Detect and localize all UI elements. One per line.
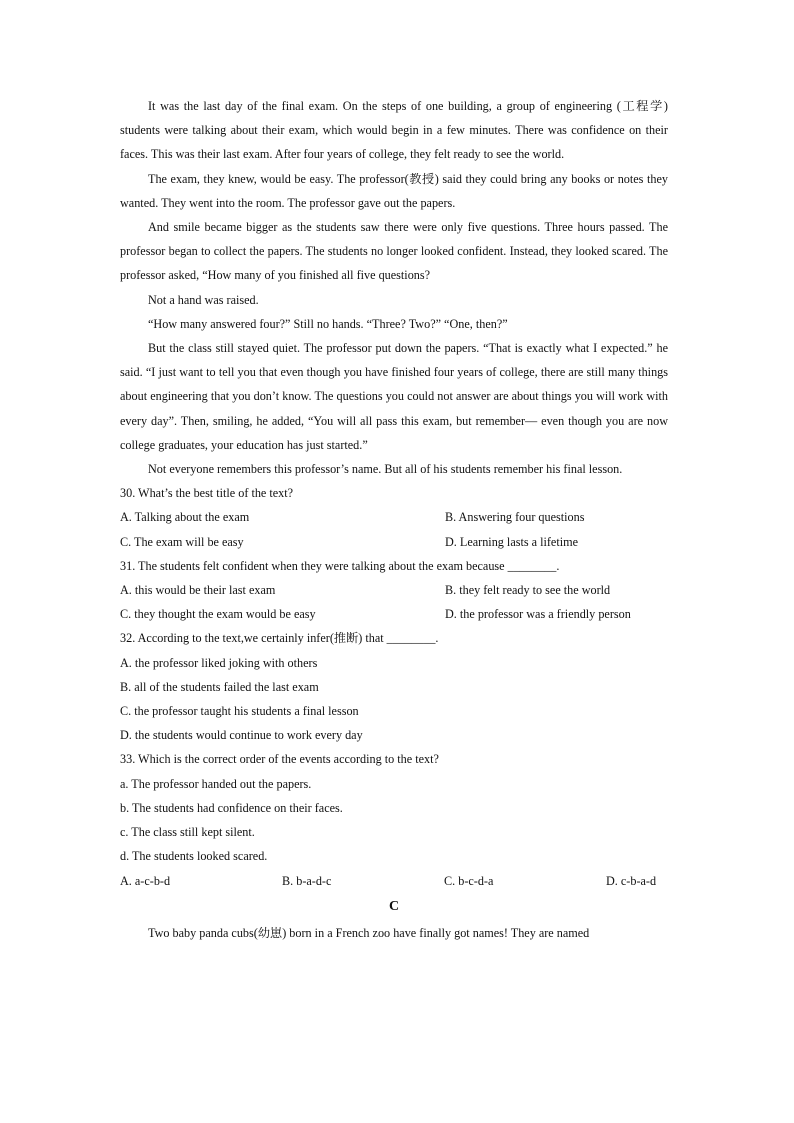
question-30-stem: 30. What’s the best title of the text? bbox=[120, 486, 294, 501]
question-33-option-d: D. c-b-a-d bbox=[606, 873, 657, 888]
question-32-option-a: A. the professor liked joking with others bbox=[120, 655, 318, 670]
question-30-option-b: B. Answering four questions bbox=[445, 510, 585, 525]
question-30-options-row-1 bbox=[120, 505, 668, 529]
question-32-option-c: C. the professor taught his students a final lesson bbox=[120, 704, 359, 719]
question-31-options-row-2 bbox=[120, 602, 668, 626]
passage-paragraph-2: The exam, they knew, would be easy. The professor(教授) said they could bring any books or notes they wanted. They went into the room. The professor gave out the papers. bbox=[120, 171, 668, 210]
question-33-event-c: c. The class still kept silent. bbox=[120, 825, 255, 840]
question-30-options-row-2 bbox=[120, 530, 668, 554]
question-30-option-c: C. The exam will be easy bbox=[120, 534, 244, 549]
question-31-option-b: B. they felt ready to see the world bbox=[445, 583, 611, 598]
question-33 bbox=[120, 747, 668, 892]
question-31-option-a: A. this would be their last exam bbox=[120, 583, 276, 598]
passage-paragraph-5: “How many answered four?” Still no hands. “Three? Two?” “One, then?” bbox=[148, 316, 508, 331]
question-32-stem: 32. According to the text,we certainly infer(推断) that ________. bbox=[120, 631, 439, 646]
section-c-heading: C bbox=[388, 898, 400, 914]
question-31-option-d: D. the professor was a friendly person bbox=[445, 607, 631, 622]
question-31-options-row-1 bbox=[120, 578, 668, 602]
question-33-option-a: A. a-c-b-d bbox=[120, 873, 171, 888]
question-31-stem: 31. The students felt confident when they were talking about the exam because ________. bbox=[120, 558, 560, 573]
question-32-option-b: B. all of the students failed the last exam bbox=[120, 679, 319, 694]
question-33-option-c: C. b-c-d-a bbox=[444, 873, 494, 888]
passage-paragraph-3: And smile became bigger as the students saw there were only five questions. Three hours passed. The professor began to collect the papers. The students no longer looked confident. Instead, they looked scared. The professor asked, “How many of you finished all five questions? bbox=[120, 220, 668, 283]
question-31 bbox=[120, 554, 668, 627]
question-32-option-d: D. the students would continue to work every day bbox=[120, 728, 363, 743]
question-30-option-d: D. Learning lasts a lifetime bbox=[445, 534, 579, 549]
question-30-option-a: A. Talking about the exam bbox=[120, 510, 250, 525]
question-33-options-row bbox=[120, 869, 668, 893]
question-33-event-a: a. The professor handed out the papers. bbox=[120, 776, 312, 791]
question-33-stem: 33. Which is the correct order of the events according to the text? bbox=[120, 752, 439, 767]
question-31-option-c: C. they thought the exam would be easy bbox=[120, 607, 316, 622]
passage-paragraph-6: But the class still stayed quiet. The professor put down the papers. “That is exactly what I expected.” he said. “I just want to tell you that even though you have finished four years of college, there are still many things about engineering that you don’t know. The questions you could not answer are about things you will work with every day”. Then, smiling, he added, “You will all pass this exam, but remember— even though you are now college graduates, your education has just started.” bbox=[120, 341, 668, 452]
passage-paragraph-4: Not a hand was raised. bbox=[148, 292, 259, 307]
passage-paragraph-1: It was the last day of the final exam. On the steps of one building, a group of engineering (工程学) students were talking about their exam, which would begin in a few minutes. There was confidence on their faces. This was their last exam. After four years of college, they felt ready to see the world. bbox=[120, 99, 668, 162]
question-33-event-d: d. The students looked scared. bbox=[120, 849, 268, 864]
question-33-event-b: b. The students had confidence on their faces. bbox=[120, 800, 343, 815]
question-30 bbox=[120, 481, 668, 554]
section-c-first-line: Two baby panda cubs(幼崽) born in a French zoo have finally got names! They are named bbox=[148, 925, 590, 940]
question-32 bbox=[120, 626, 668, 747]
question-33-option-b: B. b-a-d-c bbox=[282, 873, 332, 888]
document-page bbox=[120, 94, 668, 945]
passage-paragraph-7: Not everyone remembers this professor’s name. But all of his students remember his final lesson. bbox=[148, 462, 623, 477]
